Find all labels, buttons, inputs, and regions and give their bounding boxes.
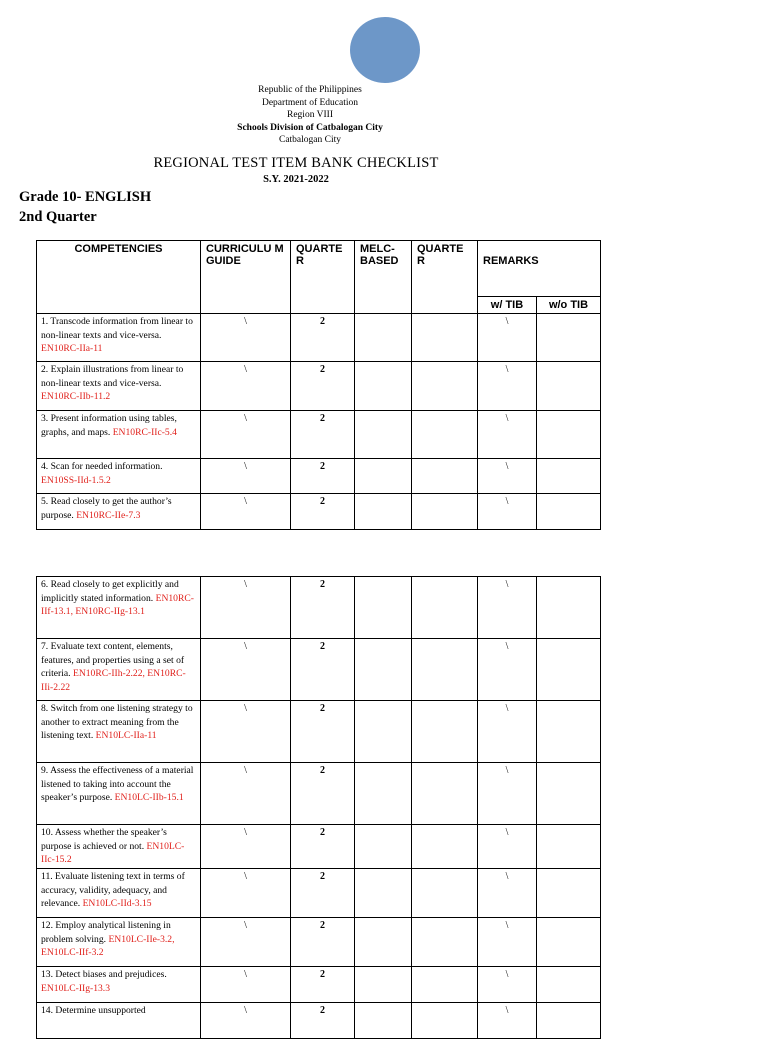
competency-code: EN10LC-IIc-15.2 xyxy=(41,840,185,865)
melc-cell xyxy=(355,869,412,918)
curriculum-guide-mark: \ xyxy=(201,494,291,530)
with-tib-mark: \ xyxy=(478,639,537,701)
curriculum-guide-mark: \ xyxy=(201,918,291,967)
quarter-2-cell xyxy=(412,701,478,763)
competency-row xyxy=(37,362,601,411)
quarter-value: 2 xyxy=(291,577,355,639)
competency-code: EN10RC-IIc-5.4 xyxy=(112,426,177,438)
quarter-2-cell xyxy=(412,825,478,869)
curriculum-guide-mark: \ xyxy=(201,869,291,918)
school-year: S.Y. 2021-2022 xyxy=(263,174,329,185)
quarter-value: 2 xyxy=(291,701,355,763)
without-tib-cell xyxy=(537,494,601,530)
competency-row xyxy=(37,763,601,825)
competency-cell xyxy=(37,639,201,701)
with-tib-mark: \ xyxy=(478,494,537,530)
with-tib-mark: \ xyxy=(478,967,537,1003)
melc-cell xyxy=(355,825,412,869)
header-with-tib: w/ TIB xyxy=(478,297,537,314)
quarter-2-cell xyxy=(412,494,478,530)
letterhead-line-2: Department of Education xyxy=(261,97,359,108)
competency-text: 6. Read closely to get explicitly and implicitly stated information. xyxy=(41,579,179,604)
melc-cell xyxy=(355,763,412,825)
melc-cell xyxy=(355,639,412,701)
checklist-table-page-1 xyxy=(36,240,601,530)
with-tib-mark: \ xyxy=(478,459,537,494)
quarter-value: 2 xyxy=(291,314,355,362)
competency-cell xyxy=(37,411,201,459)
melc-cell xyxy=(355,411,412,459)
competency-text: 2. Explain illustrations from linear to non-linear texts and vice-versa. xyxy=(41,364,184,389)
quarter-value: 2 xyxy=(291,494,355,530)
with-tib-mark: \ xyxy=(478,701,537,763)
competency-text: 12. Employ analytical listening in problem solving. xyxy=(41,920,171,945)
melc-cell xyxy=(355,918,412,967)
competency-text: 11. Evaluate listening text in terms of accuracy, validity, adequacy, and relevance. xyxy=(41,871,185,909)
with-tib-mark: \ xyxy=(478,763,537,825)
document-title: REGIONAL TEST ITEM BANK CHECKLIST xyxy=(153,155,439,171)
without-tib-cell xyxy=(537,314,601,362)
competency-text: 8. Switch from one listening strategy to another to extract meaning from the listening text. xyxy=(41,703,193,741)
checklist-table-page-2 xyxy=(36,576,601,1039)
competency-text: 14. Determine unsupported xyxy=(41,1005,146,1016)
quarter-2-cell xyxy=(412,918,478,967)
curriculum-guide-mark: \ xyxy=(201,577,291,639)
quarter-value: 2 xyxy=(291,918,355,967)
header-quarter: QUARTE R xyxy=(291,241,355,314)
without-tib-cell xyxy=(537,918,601,967)
letterhead-line-3: Region VIII xyxy=(287,110,333,120)
quarter-2-cell xyxy=(412,1003,478,1039)
quarter-2-cell xyxy=(412,362,478,411)
with-tib-mark: \ xyxy=(478,314,537,362)
quarter-2-cell xyxy=(412,763,478,825)
quarter-2-cell xyxy=(412,869,478,918)
header-without-tib: w/o TIB xyxy=(537,297,601,314)
curriculum-guide-mark: \ xyxy=(201,362,291,411)
competency-row xyxy=(37,314,601,362)
competency-cell xyxy=(37,701,201,763)
competency-text: 13. Detect biases and prejudices. xyxy=(41,969,167,980)
without-tib-cell xyxy=(537,701,601,763)
competency-row xyxy=(37,701,601,763)
melc-cell xyxy=(355,459,412,494)
header-remarks: REMARKS xyxy=(478,241,601,297)
header-competencies: COMPETENCIES xyxy=(37,241,201,314)
competency-cell xyxy=(37,918,201,967)
with-tib-mark: \ xyxy=(478,825,537,869)
without-tib-cell xyxy=(537,459,601,494)
melc-cell xyxy=(355,1003,412,1039)
competency-row xyxy=(37,459,601,494)
curriculum-guide-mark: \ xyxy=(201,1003,291,1039)
competency-code: EN10RC-IIh-2.22, EN10RC-IIi-2.22 xyxy=(41,668,186,693)
quarter-value: 2 xyxy=(291,825,355,869)
deped-seal xyxy=(350,17,420,83)
competency-code: EN10LC-IIg-13.3 xyxy=(41,982,111,994)
letterhead-city: Catbalogan City xyxy=(278,135,341,145)
competency-row xyxy=(37,639,601,701)
competency-text: 10. Assess whether the speaker’s purpose is achieved or not. xyxy=(41,827,167,852)
quarter-heading: 2nd Quarter xyxy=(19,209,97,225)
with-tib-mark: \ xyxy=(478,1003,537,1039)
competency-row xyxy=(37,918,601,967)
curriculum-guide-mark: \ xyxy=(201,314,291,362)
competency-text: 7. Evaluate text content, elements, features, and properties using a set of criteria. xyxy=(41,641,185,679)
competency-cell xyxy=(37,577,201,639)
quarter-value: 2 xyxy=(291,362,355,411)
competency-row xyxy=(37,1003,601,1039)
header-quarter-2: QUARTE R xyxy=(412,241,478,314)
letterhead-division: Schools Division of Catbalogan City xyxy=(237,122,383,133)
quarter-value: 2 xyxy=(291,763,355,825)
quarter-2-cell xyxy=(412,577,478,639)
grade-heading: Grade 10- ENGLISH xyxy=(19,189,152,205)
competency-text: 9. Assess the effectiveness of a material listened to taking into account the speaker’s purpose. xyxy=(41,765,194,803)
curriculum-guide-mark: \ xyxy=(201,701,291,763)
quarter-2-cell xyxy=(412,639,478,701)
competency-cell xyxy=(37,314,201,362)
letterhead xyxy=(0,84,620,147)
with-tib-mark: \ xyxy=(478,918,537,967)
melc-cell xyxy=(355,701,412,763)
competency-cell xyxy=(37,967,201,1003)
competency-cell xyxy=(37,1003,201,1039)
competency-text: 1. Transcode information from linear to non-linear texts and vice-versa. xyxy=(41,316,193,341)
with-tib-mark: \ xyxy=(478,362,537,411)
competency-code: EN10SS-IId-1.5.2 xyxy=(41,474,111,486)
with-tib-mark: \ xyxy=(478,869,537,918)
competency-code: EN10LC-IIb-15.1 xyxy=(114,792,184,803)
competency-code: EN10RC-IIf-13.1, EN10RC-IIg-13.1 xyxy=(41,592,194,617)
quarter-2-cell xyxy=(412,459,478,494)
competency-row xyxy=(37,825,601,869)
competency-cell xyxy=(37,869,201,918)
without-tib-cell xyxy=(537,1003,601,1039)
without-tib-cell xyxy=(537,411,601,459)
header-curriculum-guide: CURRICULU M GUIDE xyxy=(201,241,291,314)
melc-cell xyxy=(355,577,412,639)
competency-text: 3. Present information using tables, graphs, and maps. xyxy=(41,413,177,438)
without-tib-cell xyxy=(537,825,601,869)
curriculum-guide-mark: \ xyxy=(201,967,291,1003)
competency-text: 4. Scan for needed information. xyxy=(41,461,163,472)
quarter-value: 2 xyxy=(291,459,355,494)
curriculum-guide-mark: \ xyxy=(201,639,291,701)
competency-row xyxy=(37,869,601,918)
quarter-value: 2 xyxy=(291,967,355,1003)
melc-cell xyxy=(355,362,412,411)
melc-cell xyxy=(355,494,412,530)
competency-cell xyxy=(37,494,201,530)
without-tib-cell xyxy=(537,763,601,825)
competency-text: 5. Read closely to get the author’s purpose. xyxy=(41,496,172,521)
competency-row xyxy=(37,577,601,639)
letterhead-line-1: Republic of the Philippines xyxy=(258,85,362,95)
without-tib-cell xyxy=(537,869,601,918)
without-tib-cell xyxy=(537,967,601,1003)
quarter-2-cell xyxy=(412,411,478,459)
competency-code: EN10RC-IIb-11.2 xyxy=(41,391,111,402)
competency-code: EN10RC-IIe-7.3 xyxy=(76,509,141,521)
quarter-value: 2 xyxy=(291,411,355,459)
quarter-value: 2 xyxy=(291,639,355,701)
melc-cell xyxy=(355,967,412,1003)
curriculum-guide-mark: \ xyxy=(201,763,291,825)
quarter-value: 2 xyxy=(291,1003,355,1039)
competency-cell xyxy=(37,459,201,494)
without-tib-cell xyxy=(537,639,601,701)
competency-cell xyxy=(37,763,201,825)
competency-code: EN10LC-IIa-11 xyxy=(95,730,157,741)
with-tib-mark: \ xyxy=(478,577,537,639)
competency-row xyxy=(37,411,601,459)
competency-cell xyxy=(37,362,201,411)
without-tib-cell xyxy=(537,577,601,639)
header-melc-based: MELC- BASED xyxy=(355,241,412,314)
competency-cell xyxy=(37,825,201,869)
curriculum-guide-mark: \ xyxy=(201,825,291,869)
with-tib-mark: \ xyxy=(478,411,537,459)
curriculum-guide-mark: \ xyxy=(201,411,291,459)
quarter-value: 2 xyxy=(291,869,355,918)
without-tib-cell xyxy=(537,362,601,411)
quarter-2-cell xyxy=(412,967,478,1003)
curriculum-guide-mark: \ xyxy=(201,459,291,494)
melc-cell xyxy=(355,314,412,362)
competency-code: EN10LC-IId-3.15 xyxy=(82,898,152,909)
competency-code: EN10LC-IIe-3.2, EN10LC-IIf-3.2 xyxy=(41,933,175,958)
competency-code: EN10RC-IIa-11 xyxy=(41,343,103,354)
competency-row xyxy=(37,967,601,1003)
competency-row xyxy=(37,494,601,530)
quarter-2-cell xyxy=(412,314,478,362)
